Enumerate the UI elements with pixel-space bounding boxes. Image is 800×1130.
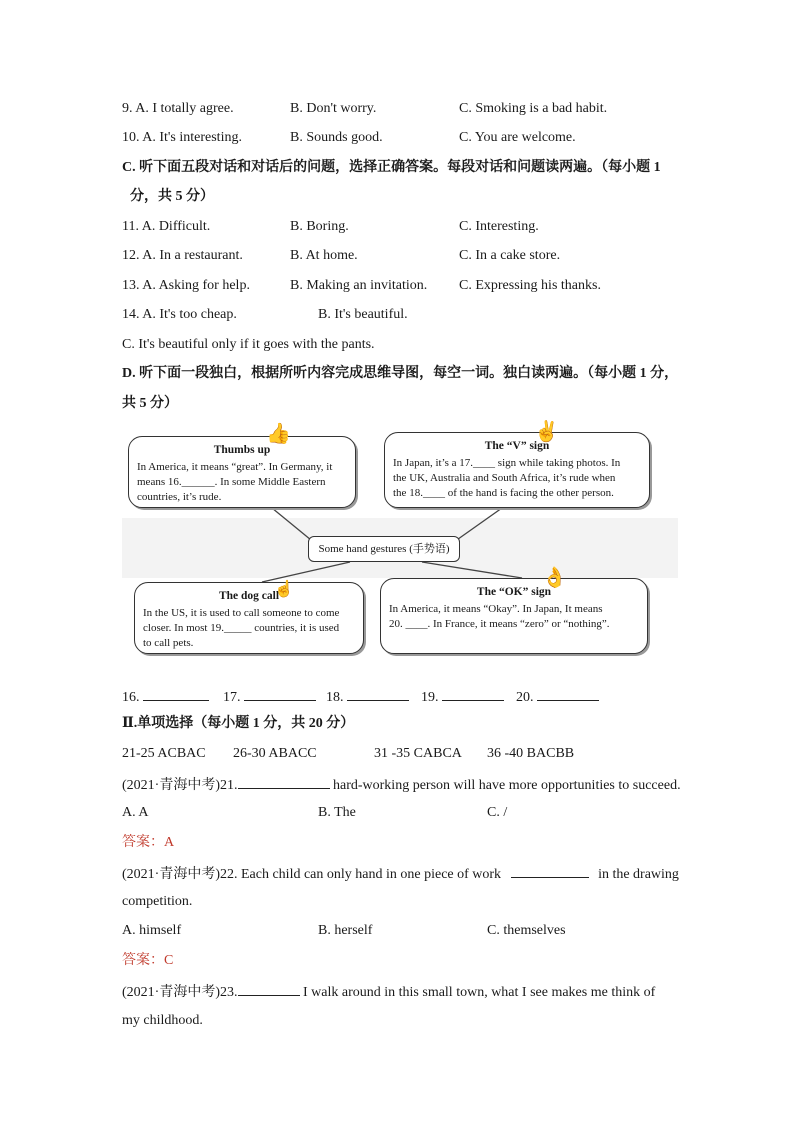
blank-19-line[interactable] [442, 686, 504, 701]
ok-hand-icon: 👌 [542, 567, 567, 589]
q12-option-b: B. At home. [290, 248, 358, 263]
q22-stem-cont: competition. [122, 894, 193, 909]
center-topic: Some hand gestures (手势语) [308, 536, 460, 562]
q13-option-a: 13. A. Asking for help. [122, 278, 250, 293]
q12-option-a: 12. A. In a restaurant. [122, 248, 243, 263]
q9-option-a: 9. A. I totally agree. [122, 101, 234, 116]
q22-option-b: B. herself [318, 923, 373, 938]
dog-call-box [134, 582, 364, 654]
dog-call-text-2: closer. In most 19._____ countries, it is used [143, 622, 340, 634]
thumbs-up-text-2: means 16.______. In some Middle Eastern [137, 476, 326, 488]
v-sign-title: The “V” sign [484, 440, 550, 452]
key-21-25: 21-25 ACBAC [122, 746, 206, 761]
q11-option-a: 11. A. Difficult. [122, 219, 211, 234]
beckoning-hand-icon: ☝ [274, 581, 294, 598]
q11-option-b: B. Boring. [290, 219, 349, 234]
q22-stem: (2021·青海中考)22. Each child can only hand in one piece of work in the drawing [122, 863, 679, 884]
q9-option-b: B. Don't worry. [290, 101, 377, 116]
blank-17: 17. [223, 686, 316, 707]
dog-call-text-1: In the US, it is used to call someone to come [143, 607, 340, 619]
key-31-35: 31 -35 CABCA [374, 746, 462, 761]
q23-blank[interactable] [238, 981, 300, 996]
thumbs-up-text-3: countries, it’s rude. [137, 491, 222, 503]
q12-option-c: C. In a cake store. [459, 248, 561, 263]
dog-call-text-3: to call pets. [143, 637, 194, 649]
q21-option-a: A. A [122, 805, 149, 820]
blank-19: 19. [421, 686, 504, 707]
q14-option-b: B. It's beautiful. [318, 307, 408, 322]
q21-option-b: B. The [318, 805, 356, 820]
blank-18: 18. [326, 686, 409, 707]
v-sign-text-3: the 18.____ of the hand is facing the other person. [393, 487, 614, 499]
v-sign-text-1: In Japan, it’s a 17.____ sign while taking photos. In [393, 457, 621, 469]
q21-blank[interactable] [238, 774, 330, 789]
section-d-heading-cont: 共 5 分） [122, 396, 178, 411]
ok-sign-text-1: In America, it means “Okay”. In Japan, It means [389, 603, 603, 615]
q10-option-c: C. You are welcome. [459, 130, 576, 145]
hand-gestures-mind-map [122, 422, 678, 662]
thumbs-up-box [128, 436, 356, 508]
connector-dogcall [262, 562, 350, 582]
q10-option-b: B. Sounds good. [290, 130, 383, 145]
q13-option-b: B. Making an invitation. [290, 278, 428, 293]
ok-sign-text-2: 20. ____. In France, it means “zero” or “nothing”. [389, 618, 610, 630]
thumbs-up-title: Thumbs up [213, 444, 271, 456]
part-2-heading: Ⅱ.单项选择（每小题 1 分，共 20 分） [122, 716, 355, 731]
key-26-30: 26-30 ABACC [233, 746, 317, 761]
q21-option-c: C. / [487, 805, 508, 820]
q11-option-c: C. Interesting. [459, 219, 539, 234]
q22-blank[interactable] [511, 863, 589, 878]
blank-20-line[interactable] [537, 686, 599, 701]
q13-option-c: C. Expressing his thanks. [459, 278, 601, 293]
ok-sign-box [380, 578, 648, 654]
v-sign-box [384, 432, 650, 508]
q22-option-c: C. themselves [487, 923, 566, 938]
q23-stem: (2021·青海中考)23. I walk around in this small town, what I see makes me think of [122, 981, 655, 1002]
blank-16-line[interactable] [143, 686, 209, 701]
q21-stem: (2021·青海中考)21. hard-working person will have more opportunities to succeed. [122, 774, 681, 795]
thumbs-up-icon: 👍 [266, 423, 291, 445]
section-d-heading: D. 听下面一段独白，根据所听内容完成思维导图，每空一词。独白读两遍。（每小题 1 分， [122, 366, 679, 381]
section-c-heading: C. 听下面五段对话和对话后的问题，选择正确答案。每段对话和问题读两遍。（每小题 1 [122, 160, 661, 175]
key-36-40: 36 -40 BACBB [487, 746, 575, 761]
blank-16: 16. [122, 686, 209, 707]
connector-ok [422, 562, 522, 578]
section-c-heading-cont: 分，共 5 分） [130, 189, 214, 204]
q22-answer: 答案：C [122, 953, 174, 968]
q10-option-a: 10. A. It's interesting. [122, 130, 242, 145]
victory-hand-icon: ✌ [534, 421, 559, 443]
thumbs-up-text-1: In America, it means “great”. In Germany, it [137, 461, 333, 473]
q22-option-a: A. himself [122, 923, 182, 938]
blank-17-line[interactable] [244, 686, 316, 701]
q14-option-a: 14. A. It's too cheap. [122, 307, 237, 322]
v-sign-text-2: the UK, Australia and South Africa, it’s rude when [393, 472, 616, 484]
blank-20: 20. [516, 686, 599, 707]
ok-sign-title: The “OK” sign [476, 586, 552, 598]
dog-call-title: The dog call [218, 590, 280, 602]
blank-18-line[interactable] [347, 686, 409, 701]
q14-option-c: C. It's beautiful only if it goes with the pants. [122, 337, 375, 352]
q9-option-c: C. Smoking is a bad habit. [459, 101, 608, 116]
q23-stem-cont: my childhood. [122, 1013, 203, 1028]
q21-answer: 答案：A [122, 835, 175, 850]
